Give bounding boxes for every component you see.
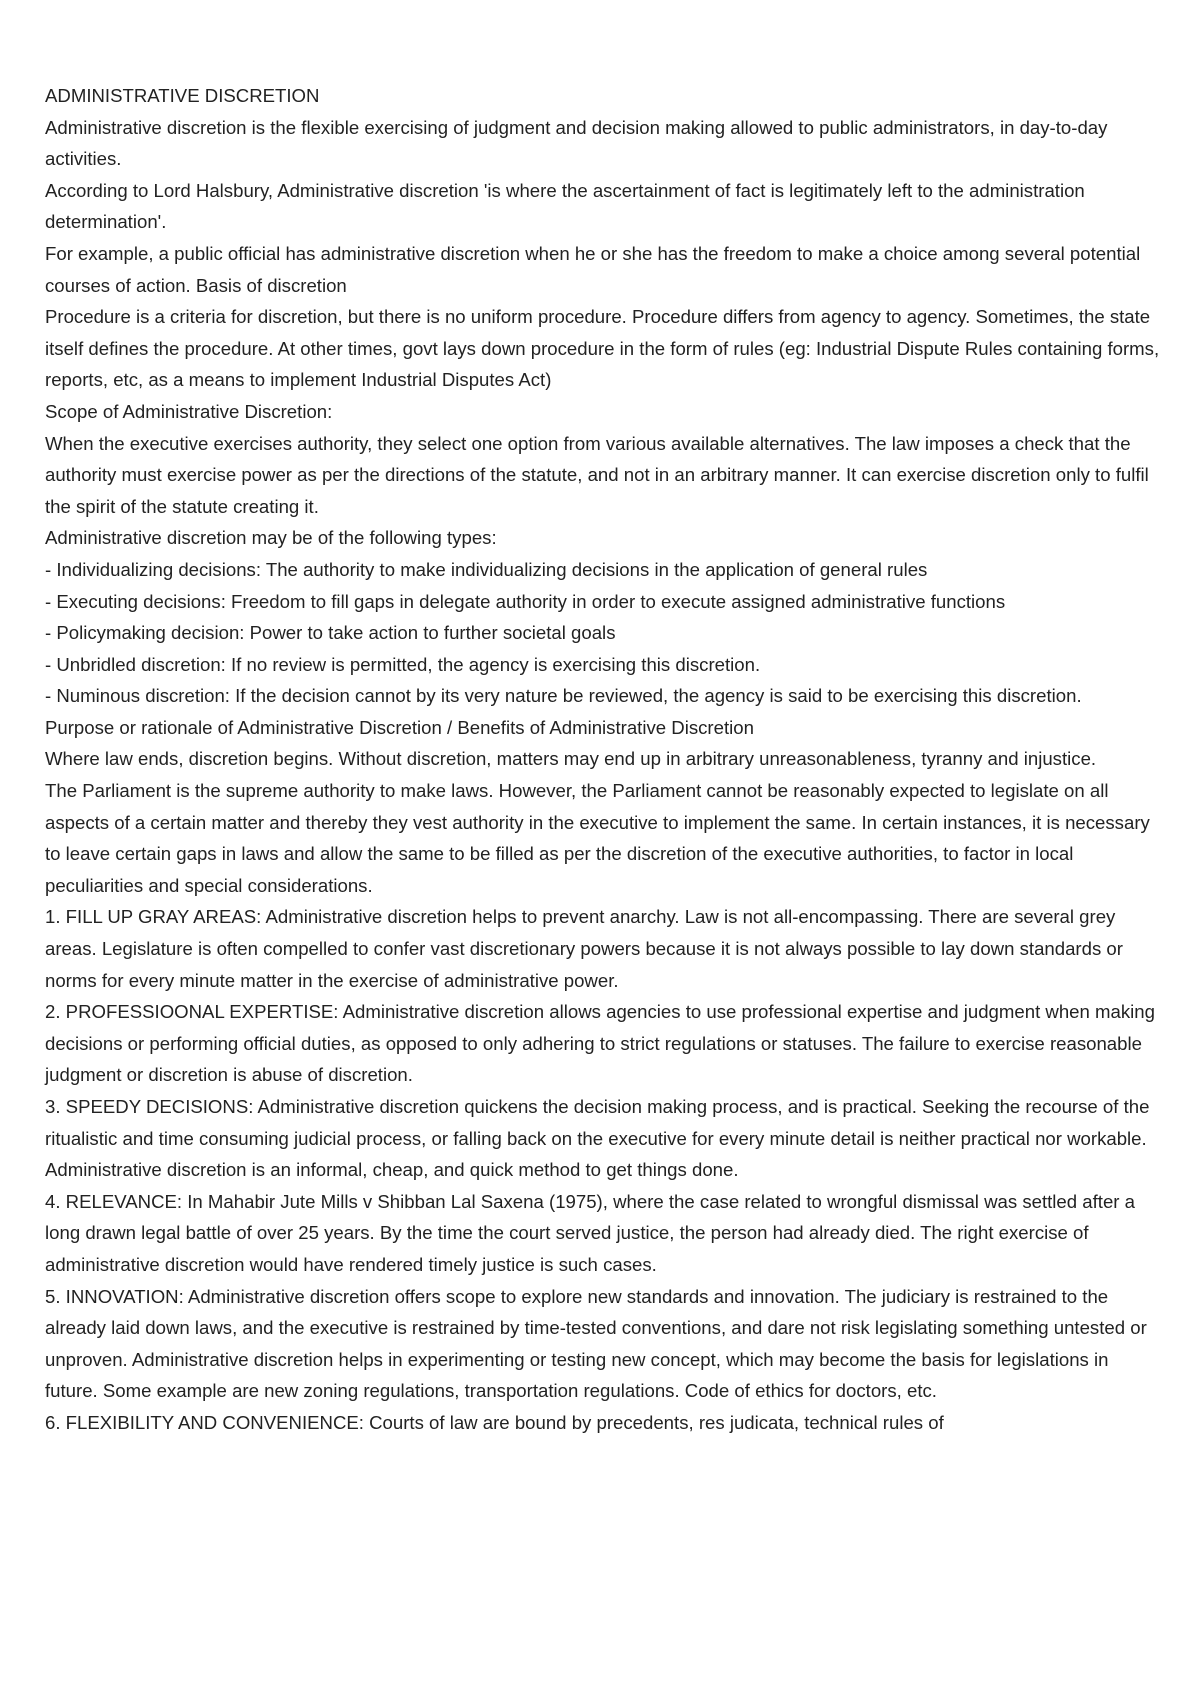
document-page: [45, 80, 1165, 1439]
paragraph-definition: Administrative discretion is the flexible exercising of judgment and decision making allowed to public administrators, in day-to-day activities.: [45, 116, 1108, 170]
paragraph-halsbury: According to Lord Halsbury, Administrative discretion 'is where the ascertainment of fact is legitimately left to the administration determination'.: [45, 179, 1085, 233]
paragraph-scope: When the executive exercises authority, they select one option from various available alternatives. The law imposes a check that the authority must exercise power as per the directions of the statute, and not in an arbitrary manner. It can exercise discretion only to fulfil the spirit of the statute creating it.: [45, 432, 1149, 517]
list-item-individualizing: - Individualizing decisions: The authority to make individualizing decisions in the application of general rules: [45, 558, 928, 580]
heading-scope: Scope of Administrative Discretion:: [45, 400, 333, 422]
paragraph-types-intro: Administrative discretion may be of the following types:: [45, 527, 497, 549]
paragraph-law-ends: Where law ends, discretion begins. Without discretion, matters may end up in arbitrary unreasonableness, tyranny and injustice.: [45, 748, 1097, 770]
list-item-executing: - Executing decisions: Freedom to fill gaps in delegate authority in order to execute assigned administrative functions: [45, 590, 1006, 612]
list-item-numinous: - Numinous discretion: If the decision cannot by its very nature be reviewed, the agency is said to be exercising this discretion.: [45, 685, 1082, 707]
paragraph-example: For example, a public official has administrative discretion when he or she has the freedom to make a choice among several potential courses of action. Basis of discretion: [45, 242, 1141, 296]
point-flexibility: 6. FLEXIBILITY AND CONVENIENCE: Courts of law are bound by precedents, res judicata, technical rules of: [45, 1411, 944, 1433]
heading-purpose: Purpose or rationale of Administrative Discretion / Benefits of Administrative Discretion: [45, 716, 754, 738]
point-gray-areas: 1. FILL UP GRAY AREAS: Administrative discretion helps to prevent anarchy. Law is not all-encompassing. There are several grey areas. Legislature is often compelled to confer vast discretionary powers because it is not always possible to lay down standards or norms for every minute matter in the exercise of administrative power.: [45, 906, 1123, 991]
list-item-unbridled: - Unbridled discretion: If no review is permitted, the agency is exercising this discretion.: [45, 653, 761, 675]
paragraph-parliament: The Parliament is the supreme authority to make laws. However, the Parliament cannot be reasonably expected to legislate on all aspects of a certain matter and thereby they vest authority in the executive to implement the same. In certain instances, it is necessary to leave certain gaps in laws and allow the same to be filled as per the discretion of the executive authorities, to factor in local peculiarities and special considerations.: [45, 780, 1150, 896]
paragraph-procedure: Procedure is a criteria for discretion, but there is no uniform procedure. Procedure differs from agency to agency. Sometimes, the state itself defines the procedure. At other times, govt lays down procedure in the form of rules (eg: Industrial Dispute Rules containing forms, reports, etc, as a means to implement Industrial Disputes Act): [45, 306, 1160, 391]
list-item-policymaking: - Policymaking decision: Power to take action to further societal goals: [45, 622, 616, 644]
point-relevance: 4. RELEVANCE: In Mahabir Jute Mills v Shibban Lal Saxena (1975), where the case related to wrongful dismissal was settled after a long drawn legal battle of over 25 years. By the time the court served justice, the person had already died. The right exercise of administrative discretion would have rendered timely justice is such cases.: [45, 1190, 1135, 1275]
document-title: ADMINISTRATIVE DISCRETION: [45, 85, 320, 106]
point-innovation: 5. INNOVATION: Administrative discretion offers scope to explore new standards and innovation. The judiciary is restrained to the already laid down laws, and the executive is restrained by time-tested conventions, and dare not risk legislating something untested or unproven. Administrative discretion helps in experimenting or testing new concept, which may become the basis for legislations in future. Some example are new zoning regulations, transportation regulations. Code of ethics for doctors, etc.: [45, 1285, 1147, 1402]
point-speedy: 3. SPEEDY DECISIONS: Administrative discretion quickens the decision making process, and is practical. Seeking the recourse of the ritualistic and time consuming judicial process, or falling back on the executive for every minute detail is neither practical nor workable. Administrative discretion is an informal, cheap, and quick method to get things done.: [45, 1096, 1150, 1181]
point-expertise: 2. PROFESSIOONAL EXPERTISE: Administrative discretion allows agencies to use professional expertise and judgment when making decisions or performing official duties, as opposed to only adhering to strict regulations or statuses. The failure to exercise reasonable judgment or discretion is abuse of discretion.: [45, 1001, 1155, 1086]
